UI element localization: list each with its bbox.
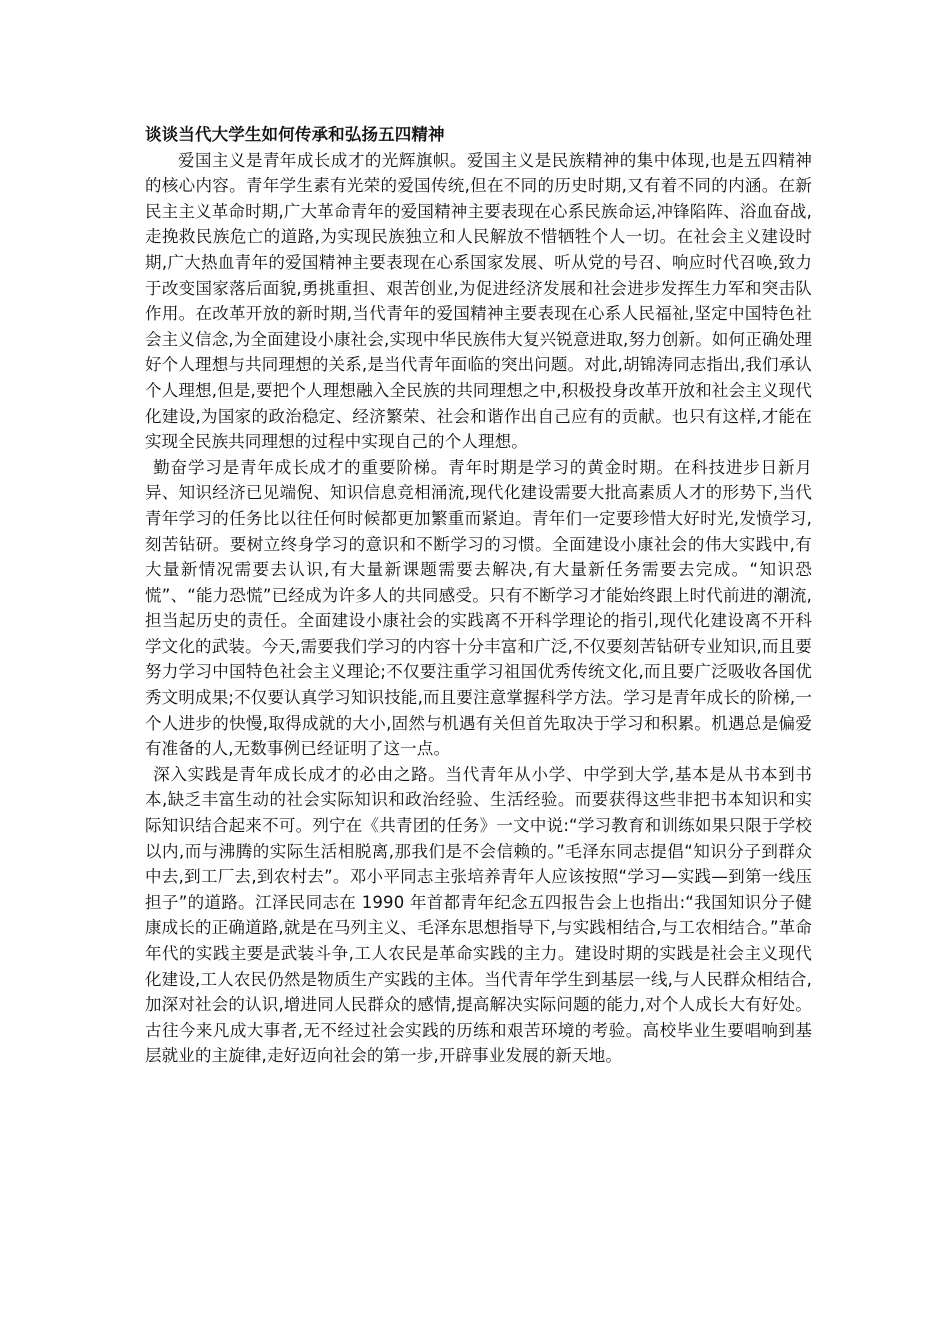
paragraph-patriotism: 爱国主义是青年成长成才的光辉旗帜。爱国主义是民族精神的集中体现,也是五四精神的核心内容。青年学生素有光荣的爱国传统,但在不同的历史时期,又有着不同的内涵。在新民主主义革命时期,广大革命青年的爱国精神主要表现在心系民族命运,冲锋陷阵、浴血奋战,走挽救民族危亡的道路,为实现民族独立和人民解放不惜牺牲个人一切。在社会主义建设时期,广大热血青年的爱国精神主要表现在心系国家发展、听从党的号召、响应时代召唤,致力于改变国家落后面貌,勇挑重担、艰苦创业,为促进经济发展和社会进步发挥生力军和突击队作用。在改革开放的新时期,当代青年的爱国精神主要表现在心系人民福祉,坚定中国特色社会主义信念,为全面建设小康社会,实现中华民族伟大复兴锐意进取,努力创新。如何正确处理好个人理想与共同理想的关系,是当代青年面临的突出问题。对此,胡锦涛同志指出,我们承认个人理想,但是,要把个人理想融入全民族的共同理想之中,积极投身改革开放和社会主义现代化建设,为国家的政治稳定、经济繁荣、社会和谐作出自己应有的贡献。也只有这样,才能在实现全民族共同理想的过程中实现自己的个人理想。: [145, 150, 812, 452]
paragraph-diligent-study: 勤奋学习是青年成长成才的重要阶梯。青年时期是学习的黄金时期。在科技进步日新月异、知识经济已见端倪、知识信息竞相涌流,现代化建设需要大批高素质人才的形势下,当代青年学习的任务比以往任何时候都更加繁重而紧迫。青年们一定要珍惜大好时光,发愤学习,刻苦钻研。要树立终身学习的意识和不断学习的习惯。全面建设小康社会的伟大实践中,有大量新情况需要去认识,有大量新课题需要去解决,有大量新任务需要去完成。“知识恐慌”、“能力恐慌”已经成为许多人的共同感受。只有不断学习才能始终跟上时代前进的潮流,担当起历史的责任。全面建设小康社会的实践离不开科学理论的指引,现代化建设离不开科学文化的武装。今天,需要我们学习的内容十分丰富和广泛,不仅要刻苦钻研专业知识,而且要努力学习中国特色社会主义理论;不仅要注重学习祖国优秀传统文化,而且要广泛吸收各国优秀文明成果;不仅要认真学习知识技能,而且要注意掌握科学方法。学习是青年成长的阶梯,一个人进步的快慢,取得成就的大小,固然与机遇有关但首先取决于学习和积累。机遇总是偏爱有准备的人,无数事例已经证明了这一点。: [145, 457, 812, 759]
paragraph-deep-practice: 深入实践是青年成长成才的必由之路。当代青年从小学、中学到大学,基本是从书本到书本,缺乏丰富生动的社会实际知识和政治经验、生活经验。而要获得这些非把书本知识和实际知识结合起来不可。列宁在《共青团的任务》一文中说:“学习教育和训练如果只限于学校以内,而与沸腾的实际生活相脱离,那我们是不会信赖的。”毛泽东同志提倡“知识分子到群众中去,到工厂去,到农村去”。邓小平同志主张培养青年人应该按照“学习—实践—到第一线压担子”的道路。江泽民同志在 1990 年首都青年纪念五四报告会上也指出:“我国知识分子健康成长的正确道路,就是在马列主义、毛泽东思想指导下,与实践相结合,与工农相结合。”革命年代的实践主要是武装斗争,工人农民是革命实践的主力。建设时期的实践是社会主义现代化建设,工人农民仍然是物质生产实践的主体。当代青年学生到基层一线,与人民群众相结合,加深对社会的认识,增进同人民群众的感情,提高解决实际问题的能力,对个人成长大有好处。古往今来凡成大事者,无不经过社会实践的历练和艰苦环境的考验。高校毕业生要唱响到基层就业的主旋律,走好迈向社会的第一步,开辟事业发展的新天地。: [145, 764, 812, 1066]
document-title: 谈谈当代大学生如何传承和弘扬五四精神: [145, 125, 445, 144]
document-page: [145, 122, 812, 1069]
